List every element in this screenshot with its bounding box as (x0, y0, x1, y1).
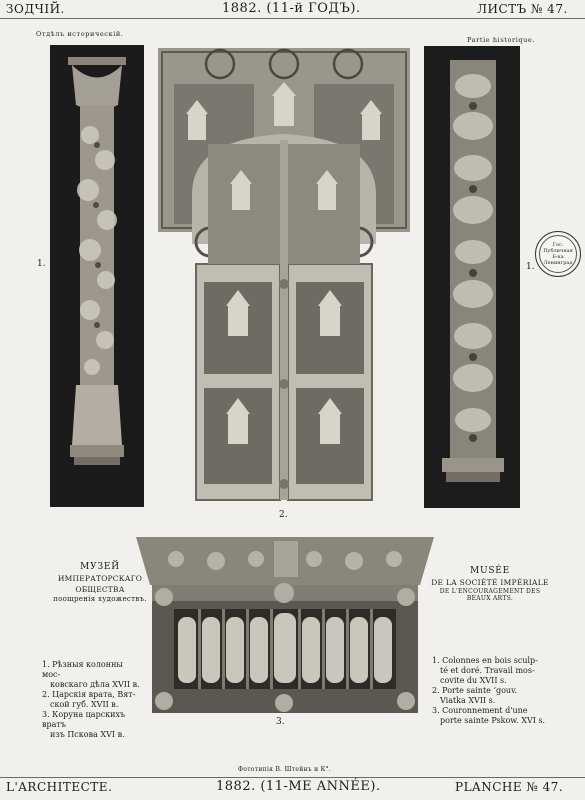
caption-ru-items (42, 660, 142, 740)
door-crowning-photo (136, 535, 434, 715)
caption-fr-item: porte sainte Pskow. XVI s. (440, 716, 546, 725)
carved-column-left-illustration (50, 45, 144, 507)
caption-fr-item: covite du XVII s. (440, 676, 507, 685)
figure-number-left-column: 1. (37, 259, 46, 269)
stamp-line: Ленинград (543, 260, 573, 266)
caption-fr-item: 3. Couronnement d'une (432, 706, 528, 715)
caption-ru-item: 2. Царскія врата, Вят- (42, 690, 136, 699)
left-column-photo (50, 45, 144, 507)
caption-ru-item: 3. Коруна царскихъ вратъ (42, 710, 126, 729)
caption-fr-item: té et doré. Travail mos- (440, 666, 535, 675)
header-journal-title: ЗОДЧІЙ. (6, 2, 65, 16)
figure-number-doors: 2. (279, 510, 288, 520)
caption-ru-item: ковскаго дѣла XVII в. (50, 680, 140, 689)
caption-ru-title-line: ИМПЕРАТОРСКАГО ОБЩЕСТВА (57, 574, 143, 594)
footer-rule (0, 777, 585, 778)
caption-ru-title-line: МУЗЕЙ (80, 562, 120, 572)
header-year: 1882. (11-й ГОДЪ). (222, 1, 361, 16)
figure-number-right-column: 1. (526, 262, 535, 272)
right-column-photo (424, 46, 520, 508)
royal-doors-illustration (152, 44, 416, 508)
stamp-line: Публичная (543, 248, 573, 254)
caption-fr-items (432, 656, 550, 726)
figure-number-crowning: 3. (276, 717, 285, 727)
library-stamp (535, 231, 581, 277)
caption-ru-subtitle: поощренія художествъ. (53, 595, 147, 603)
caption-fr-item: Viatka XVII s. (440, 696, 496, 705)
caption-fr-block (430, 566, 550, 602)
caption-fr-title-line: MUSÉE (469, 566, 511, 576)
caption-ru-item: 1. Рѣзныя колонны мос- (42, 660, 123, 679)
footer-journal-title: L'ARCHITECTE. (6, 780, 113, 794)
photo-credit: Фототипія В. Штейнъ и К°. (238, 766, 332, 773)
caption-ru-block (52, 562, 148, 603)
stamp-line: Гос. (552, 242, 564, 248)
caption-fr-item: 2. Porte sainte ‘gouv. (432, 686, 518, 695)
footer-year: 1882. (11-ME ANNÉE). (216, 779, 381, 794)
header-sheet-number: ЛИСТЪ № 47. (477, 2, 568, 16)
header-rule (0, 18, 585, 19)
caption-fr-title-line: DE LA SOCIÉTÉ IMPÉRIALE (431, 578, 549, 587)
section-label-ru: Отдѣлъ историческій. (36, 30, 124, 38)
stamp-line: Б-ка (552, 254, 564, 260)
section-label-fr: Partie historique. (467, 36, 536, 44)
royal-doors-photo (152, 44, 416, 508)
caption-ru-item: изъ Пскова XVI в. (50, 730, 125, 739)
caption-fr-subtitle: DE L'ENCOURAGEMENT DES BEAUX ARTS. (439, 588, 541, 602)
caption-ru-item: ской губ. XVII в. (50, 700, 119, 709)
carved-column-right-illustration (424, 46, 520, 508)
footer-plate-number: PLANCHE № 47. (455, 780, 564, 794)
caption-fr-item: 1. Colonnes en bois sculp- (432, 656, 538, 665)
door-crowning-illustration (136, 535, 434, 715)
